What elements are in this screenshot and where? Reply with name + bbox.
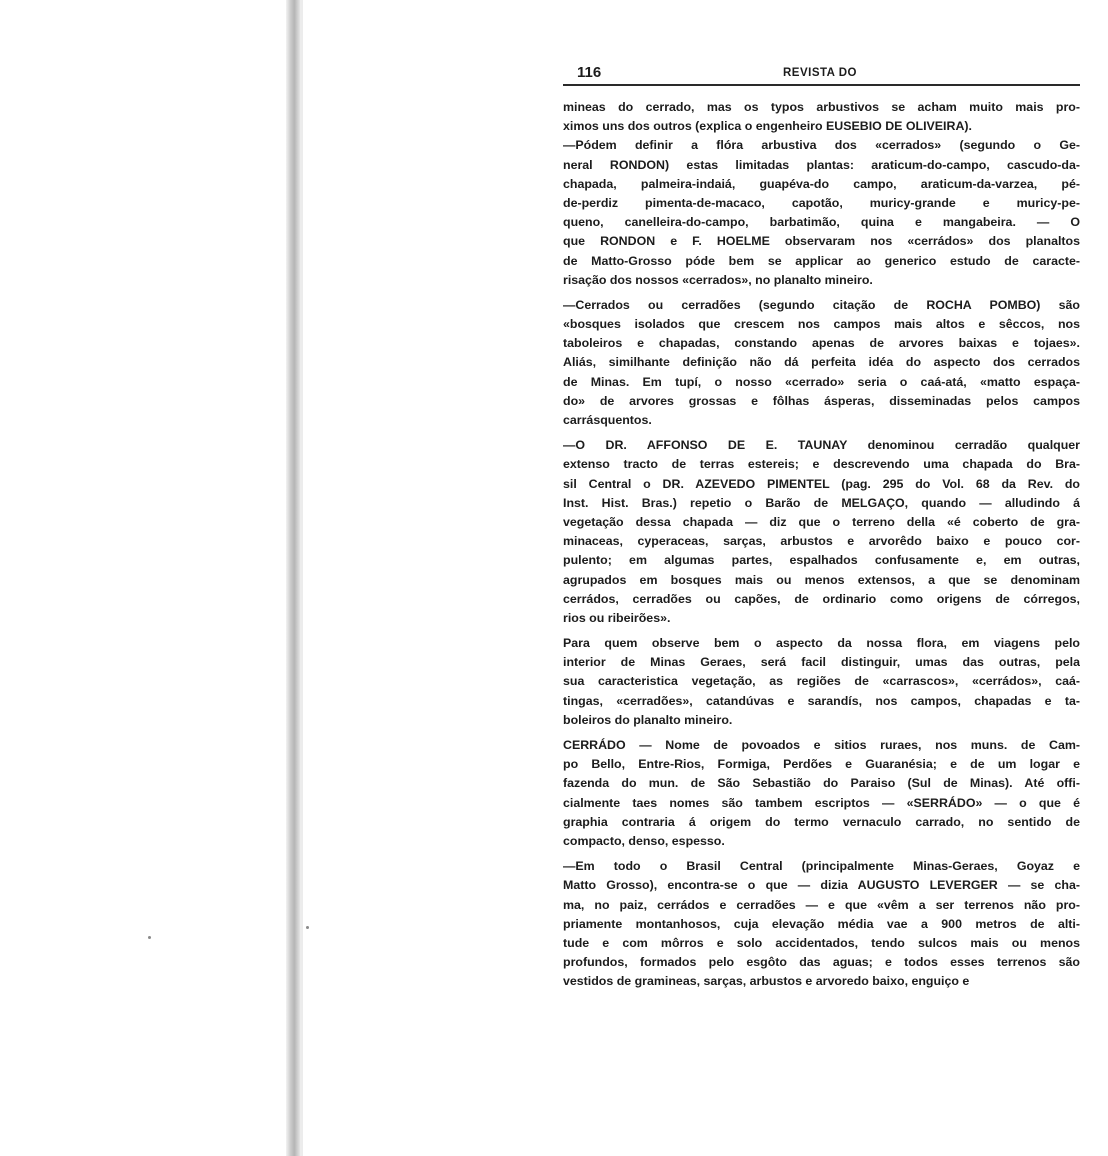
text-line: profundos, formados pelo esgôto das aguas; e todos esses terrenos são (563, 955, 1080, 970)
scan-speck (306, 926, 309, 929)
text-line: risação dos nossos «cerrados», no planalto mineiro. (563, 272, 873, 287)
text-line: agrupados em bosques mais ou menos extensos, a que se denominam (563, 572, 1080, 587)
text-line: CERRÁDO — Nome de povoados e sitios ruraes, nos muns. de Cam- (563, 738, 1080, 752)
paragraph (563, 634, 1080, 730)
scan-gutter-shadow (286, 0, 300, 1156)
text-line: interior de Minas Geraes, será facil distinguir, umas das outras, pela (563, 655, 1080, 670)
text-line: —Cerrados ou cerradões (segundo citação de ROCHA POMBO) são (563, 297, 1080, 312)
paragraph (563, 436, 1080, 628)
text-line: sua caracteristica vegetação, as regiões de «carrascos», «cerrádos», caá- (563, 674, 1080, 689)
paragraph (563, 857, 1080, 991)
text-line: fazenda do mun. de São Sebastião do Paraiso (Sul de Minas). Até offi- (563, 776, 1080, 791)
text-line: chapada, palmeira-indaiá, guapéva-do campo, araticum-da-varzea, pé- (563, 176, 1080, 191)
book-page (563, 62, 1080, 991)
running-header (563, 62, 1080, 86)
text-line: Inst. Hist. Bras.) repetio o Barão de MELGAÇO, quando — alludindo á (563, 495, 1080, 510)
text-line: vegetação dessa chapada — diz que o terreno della «é coberto de gra- (563, 514, 1080, 529)
text-line: compacto, denso, espesso. (563, 833, 725, 848)
paragraph (563, 736, 1080, 851)
text-line: —Em todo o Brasil Central (principalmente Minas-Geraes, Goyaz e (563, 859, 1080, 874)
text-line: rios ou ribeirões». (563, 610, 671, 625)
text-line: cerrádos, cerradões ou capões, de ordinario como origens de córregos, (563, 591, 1080, 606)
text-line: minaceas, cyperaceas, sarças, arbustos e arvorêdo baixo e pouco cor- (563, 534, 1080, 549)
text-line: ma, no paiz, cerrádos e cerradões — e que «vêm a ser terrenos não pro- (563, 897, 1080, 912)
text-line: extenso tracto de terras estereis; e descrevendo uma chapada do Bra- (563, 457, 1080, 472)
page-number: 116 (577, 64, 602, 81)
text-line: de Minas. Em tupí, o nosso «cerrado» seria o caá-atá, «matto espaça- (563, 374, 1080, 389)
journal-title: REVISTA DO (783, 67, 858, 79)
text-line: graphia contraria á origem do termo vernaculo carrado, no sentido de (563, 814, 1080, 829)
text-line: tude e com môrros e solo accidentados, tendo sulcos mais ou menos (563, 935, 1080, 950)
text-line: boleiros do planalto mineiro. (563, 712, 733, 727)
text-line: mineas do cerrado, mas os typos arbustivos se acham muito mais pro- (563, 100, 1080, 114)
text-line: pulento; em algumas partes, espalhados confusamente e, em outras, (563, 553, 1080, 568)
text-line: neral RONDON) estas limitadas plantas: araticum-do-campo, cascudo-da- (563, 157, 1080, 172)
body-text (563, 98, 1080, 991)
scan-gutter-edge (300, 0, 303, 1156)
text-line: —O DR. AFFONSO DE E. TAUNAY denominou cerradão qualquer (563, 438, 1080, 453)
text-line: Aliás, similhante definição não dá perfeita idéa do aspecto dos cerrados (563, 355, 1080, 370)
text-line: carrásquentos. (563, 413, 652, 427)
text-line: priamente montanhosos, cuja elevação média vae a 900 metros de alti- (563, 916, 1080, 931)
text-line: taboleiros e chapadas, constando apenas de arvores baixas e tojaes». (563, 336, 1080, 351)
text-line: Para quem observe bem o aspecto da nossa flora, em viagens pelo (563, 636, 1080, 651)
text-line: «bosques isolados que crescem nos campos mais altos e sêccos, nos (563, 317, 1080, 332)
text-line: de Matto-Grosso póde bem se applicar ao generico estudo de caracte- (563, 253, 1080, 268)
text-line: ximos uns dos outros (explica o engenheiro EUSEBIO DE OLIVEIRA). (563, 119, 972, 134)
text-line: cialmente taes nomes são tambem escriptos — «SERRÁDO» — o que é (563, 795, 1080, 810)
text-line: vestidos de gramineas, sarças, arbustos e arvoredo baixo, enguiço e (563, 974, 970, 989)
text-line: sil Central o DR. AZEVEDO PIMENTEL (pag. 295 do Vol. 68 da Rev. do (563, 476, 1080, 491)
text-line: que RONDON e F. HOELME observaram nos «cerrádos» dos planaltos (563, 234, 1080, 249)
text-line: de-perdiz pimenta-de-macaco, capotão, muricy-grande e muricy-pe- (563, 195, 1080, 210)
text-line: —Pódem definir a flóra arbustiva dos «cerrados» (segundo o Ge- (563, 138, 1080, 153)
paragraph (563, 136, 1080, 290)
paragraph (563, 98, 1080, 136)
text-line: Matto Grosso), encontra-se o que — dizia AUGUSTO LEVERGER — se cha- (563, 878, 1080, 893)
text-line: tingas, «cerradões», catandúvas e sarandís, nos campos, chapadas e ta- (563, 693, 1080, 708)
text-line: do» de arvores grossas e fôlhas ásperas, disseminadas pelos campos (563, 393, 1080, 408)
text-line: queno, canelleira-do-campo, barbatimão, quina e mangabeira. — O (563, 215, 1080, 230)
text-line: po Bello, Entre-Rios, Formiga, Perdões e Guaranésia; e de um logar e (563, 757, 1080, 772)
paragraph (563, 296, 1080, 430)
scan-speck (148, 936, 151, 939)
